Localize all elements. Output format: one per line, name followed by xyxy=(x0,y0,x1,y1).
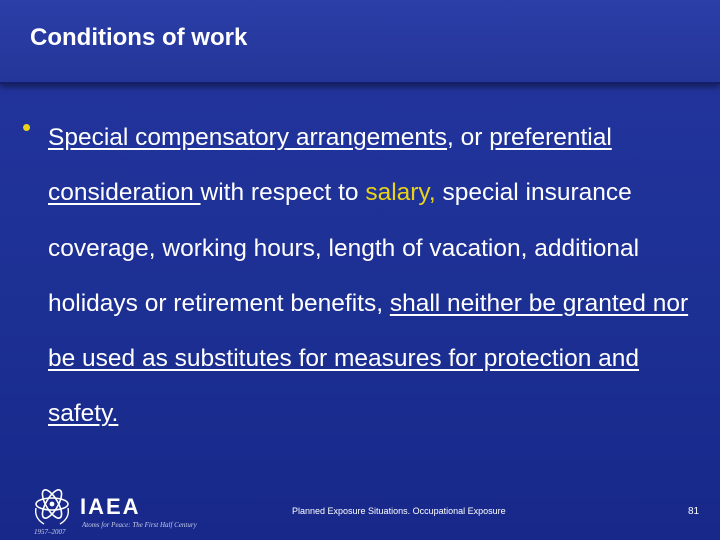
bullet-text xyxy=(48,110,708,442)
text-segment-highlight: salary, xyxy=(365,179,436,207)
text-segment-underlined: shall neither be granted nor be used as substitutes for measures for protection and safety. xyxy=(48,289,689,428)
text-segment-underlined: preferential consideration xyxy=(48,124,612,207)
text-segment: special insurance coverage, working hours, length of vacation, additional holidays or retirement benefits xyxy=(48,179,640,317)
text-segment: , xyxy=(376,289,390,317)
bullet-icon: • xyxy=(22,112,32,142)
text-segment-underlined: Special compensatory arrangements xyxy=(48,124,448,151)
footer-caption: Planned Exposure Situations. Occupational Exposure xyxy=(292,506,506,516)
logo-years: 1957–2007 xyxy=(34,528,66,536)
text-segment: , or xyxy=(447,124,490,151)
logo-tagline: Atoms for Peace: The First Half Century xyxy=(82,521,197,529)
atom-emblem-icon xyxy=(30,484,74,530)
title-band xyxy=(0,0,720,84)
iaea-logo xyxy=(30,484,220,540)
logo-text: IAEA xyxy=(80,494,141,519)
text-segment: with respect to xyxy=(200,179,366,207)
page-number: 81 xyxy=(688,506,700,517)
slide-title: Conditions of work xyxy=(30,24,248,51)
